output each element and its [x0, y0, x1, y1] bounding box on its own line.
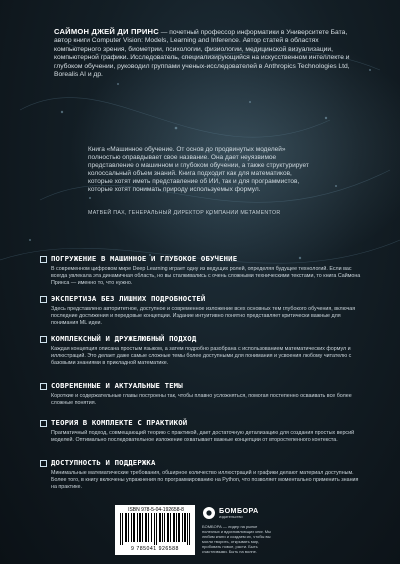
- feature-body: Каждая концепция описана простым языком, а затем подробно разобрана с использованием математических формул и иллюстраций. Это делает даже самые сложные темы более доступными для понимания и усвоения любому читателю с базовыми знаниями в прикладной математике.: [51, 346, 352, 366]
- bombora-logo-icon: [202, 506, 216, 520]
- square-bullet-icon: [40, 383, 47, 390]
- feature-heading: [40, 418, 362, 427]
- feature-section: [40, 418, 362, 444]
- quote-text: Книга «Машинное обучение. От основ до продвинутых моделей» полностью оправдывает свое название. Она дает неуязвимое представление о машинном и глубоком обучении, а также структурирует колоссальный объем знаний. Книга подходит как для математиков, которые хотят иметь представление об ИИ, так и для программистов, которые хотят понимать природу используемых формул.: [88, 146, 309, 194]
- feature-section: [40, 294, 362, 326]
- square-bullet-icon: [40, 336, 47, 343]
- publisher-logo: [202, 506, 264, 522]
- feature-heading-text: ДОСТУПНОСТЬ И ПОДДЕРЖКА: [51, 458, 156, 467]
- publisher-description: БОМБОРА — лидер на рынке полезных и вдохновляющих книг. Мы любим книги и создаем их, чтобы вы могли творить, открывать мир, пробовать новое, расти. Быть счастливыми. Быть на волне.: [202, 524, 271, 555]
- feature-heading: [40, 254, 362, 263]
- square-bullet-icon: [40, 460, 47, 467]
- feature-heading-text: КОМПЛЕКСНЫЙ И ДРУЖЕЛЮБНЫЙ ПОДХОД: [51, 334, 197, 343]
- feature-body: Прагматичный подход, совмещающий теорию с практикой, дает достаточную детализацию для создания простых версий моделей. Оптимально последовательное изложение охватывает важные концепции от второстепенного контекста.: [51, 430, 355, 443]
- feature-section: [40, 381, 362, 407]
- feature-body: Здесь представлено авторитетное, доступное и современное изложение всех основных тем глубокого обучения, включая последние достижения и передовые концепции. Издание интуитивно понятно представляет критически важные для понимания ML идеи.: [51, 306, 356, 326]
- feature-heading: [40, 381, 362, 390]
- feature-body: Минимальные математические требования, обширное количество иллюстраций и графики делают материал доступным. Более того, в книгу включены упражнения по программированию на Python, что позволяет моментально применить знания на практике.: [51, 470, 359, 490]
- feature-body: Короткие и содержательные главы построены так, чтобы плавно усложняться, помогая постепенно осваивать все более сложные понятия.: [51, 393, 352, 406]
- author-name: САЙМОН ДЖЕЙ ДИ ПРИНС: [54, 27, 159, 36]
- feature-heading-text: ТЕОРИЯ В КОМПЛЕКТЕ С ПРАКТИКОЙ: [51, 418, 188, 427]
- feature-heading: [40, 458, 362, 467]
- feature-section: [40, 254, 362, 286]
- publisher-subtitle: издательство: [219, 515, 243, 519]
- feature-heading-text: ПОГРУЖЕНИЕ В МАШИННОЕ И ГЛУБОКОЕ ОБУЧЕНИЕ: [51, 254, 238, 263]
- publisher-name: БОМБОРА: [219, 506, 259, 515]
- feature-heading: [40, 334, 362, 343]
- feature-section: [40, 458, 362, 490]
- square-bullet-icon: [40, 420, 47, 427]
- author-bio-text: — почетный профессор информатики в Университете Бата, автор книги Computer Vision: Models, Learning and Inference. Автор статей в областях компьютерного зрения, биометрии, психологии, физиологии, медицинской визуализации, компьютерной графики. Исследователь, специализирующийся на искусственном интеллекте и глубоком обучении, руководил группами ученых-исследователей в Anthropics Technologies Ltd, Borealis AI и др.: [54, 29, 350, 79]
- feature-heading-text: ЭКСПЕРТИЗА БЕЗ ЛИШНИХ ПОДРОБНОСТЕЙ: [51, 294, 206, 303]
- quote-author: МАТВЕЙ ПАХ, ГЕНЕРАЛЬНЫЙ ДИРЕКТОР КОМПАНИИ METAMENTOR: [88, 210, 281, 216]
- author-bio: [54, 28, 354, 79]
- feature-heading-text: СОВРЕМЕННЫЕ И АКТУАЛЬНЫЕ ТЕМЫ: [51, 381, 183, 390]
- barcode-bars: [119, 513, 191, 545]
- barcode: [115, 505, 195, 555]
- square-bullet-icon: [40, 256, 47, 263]
- feature-section: [40, 334, 362, 366]
- feature-heading: [40, 294, 362, 303]
- isbn-label: ISBN 978-5-04-192658-8: [128, 507, 184, 513]
- square-bullet-icon: [40, 296, 47, 303]
- feature-body: В современном цифровом мире Deep Learning играет одну из ведущих ролей, определяя будущее технологий. Если вас всегда увлекала эта динамичная область, но вы сталкивались с очень сложными техническими текстами, то книга Саймона Принса — именно то, что нужно.: [51, 266, 361, 286]
- barcode-number: 9 785041 926588: [131, 546, 179, 552]
